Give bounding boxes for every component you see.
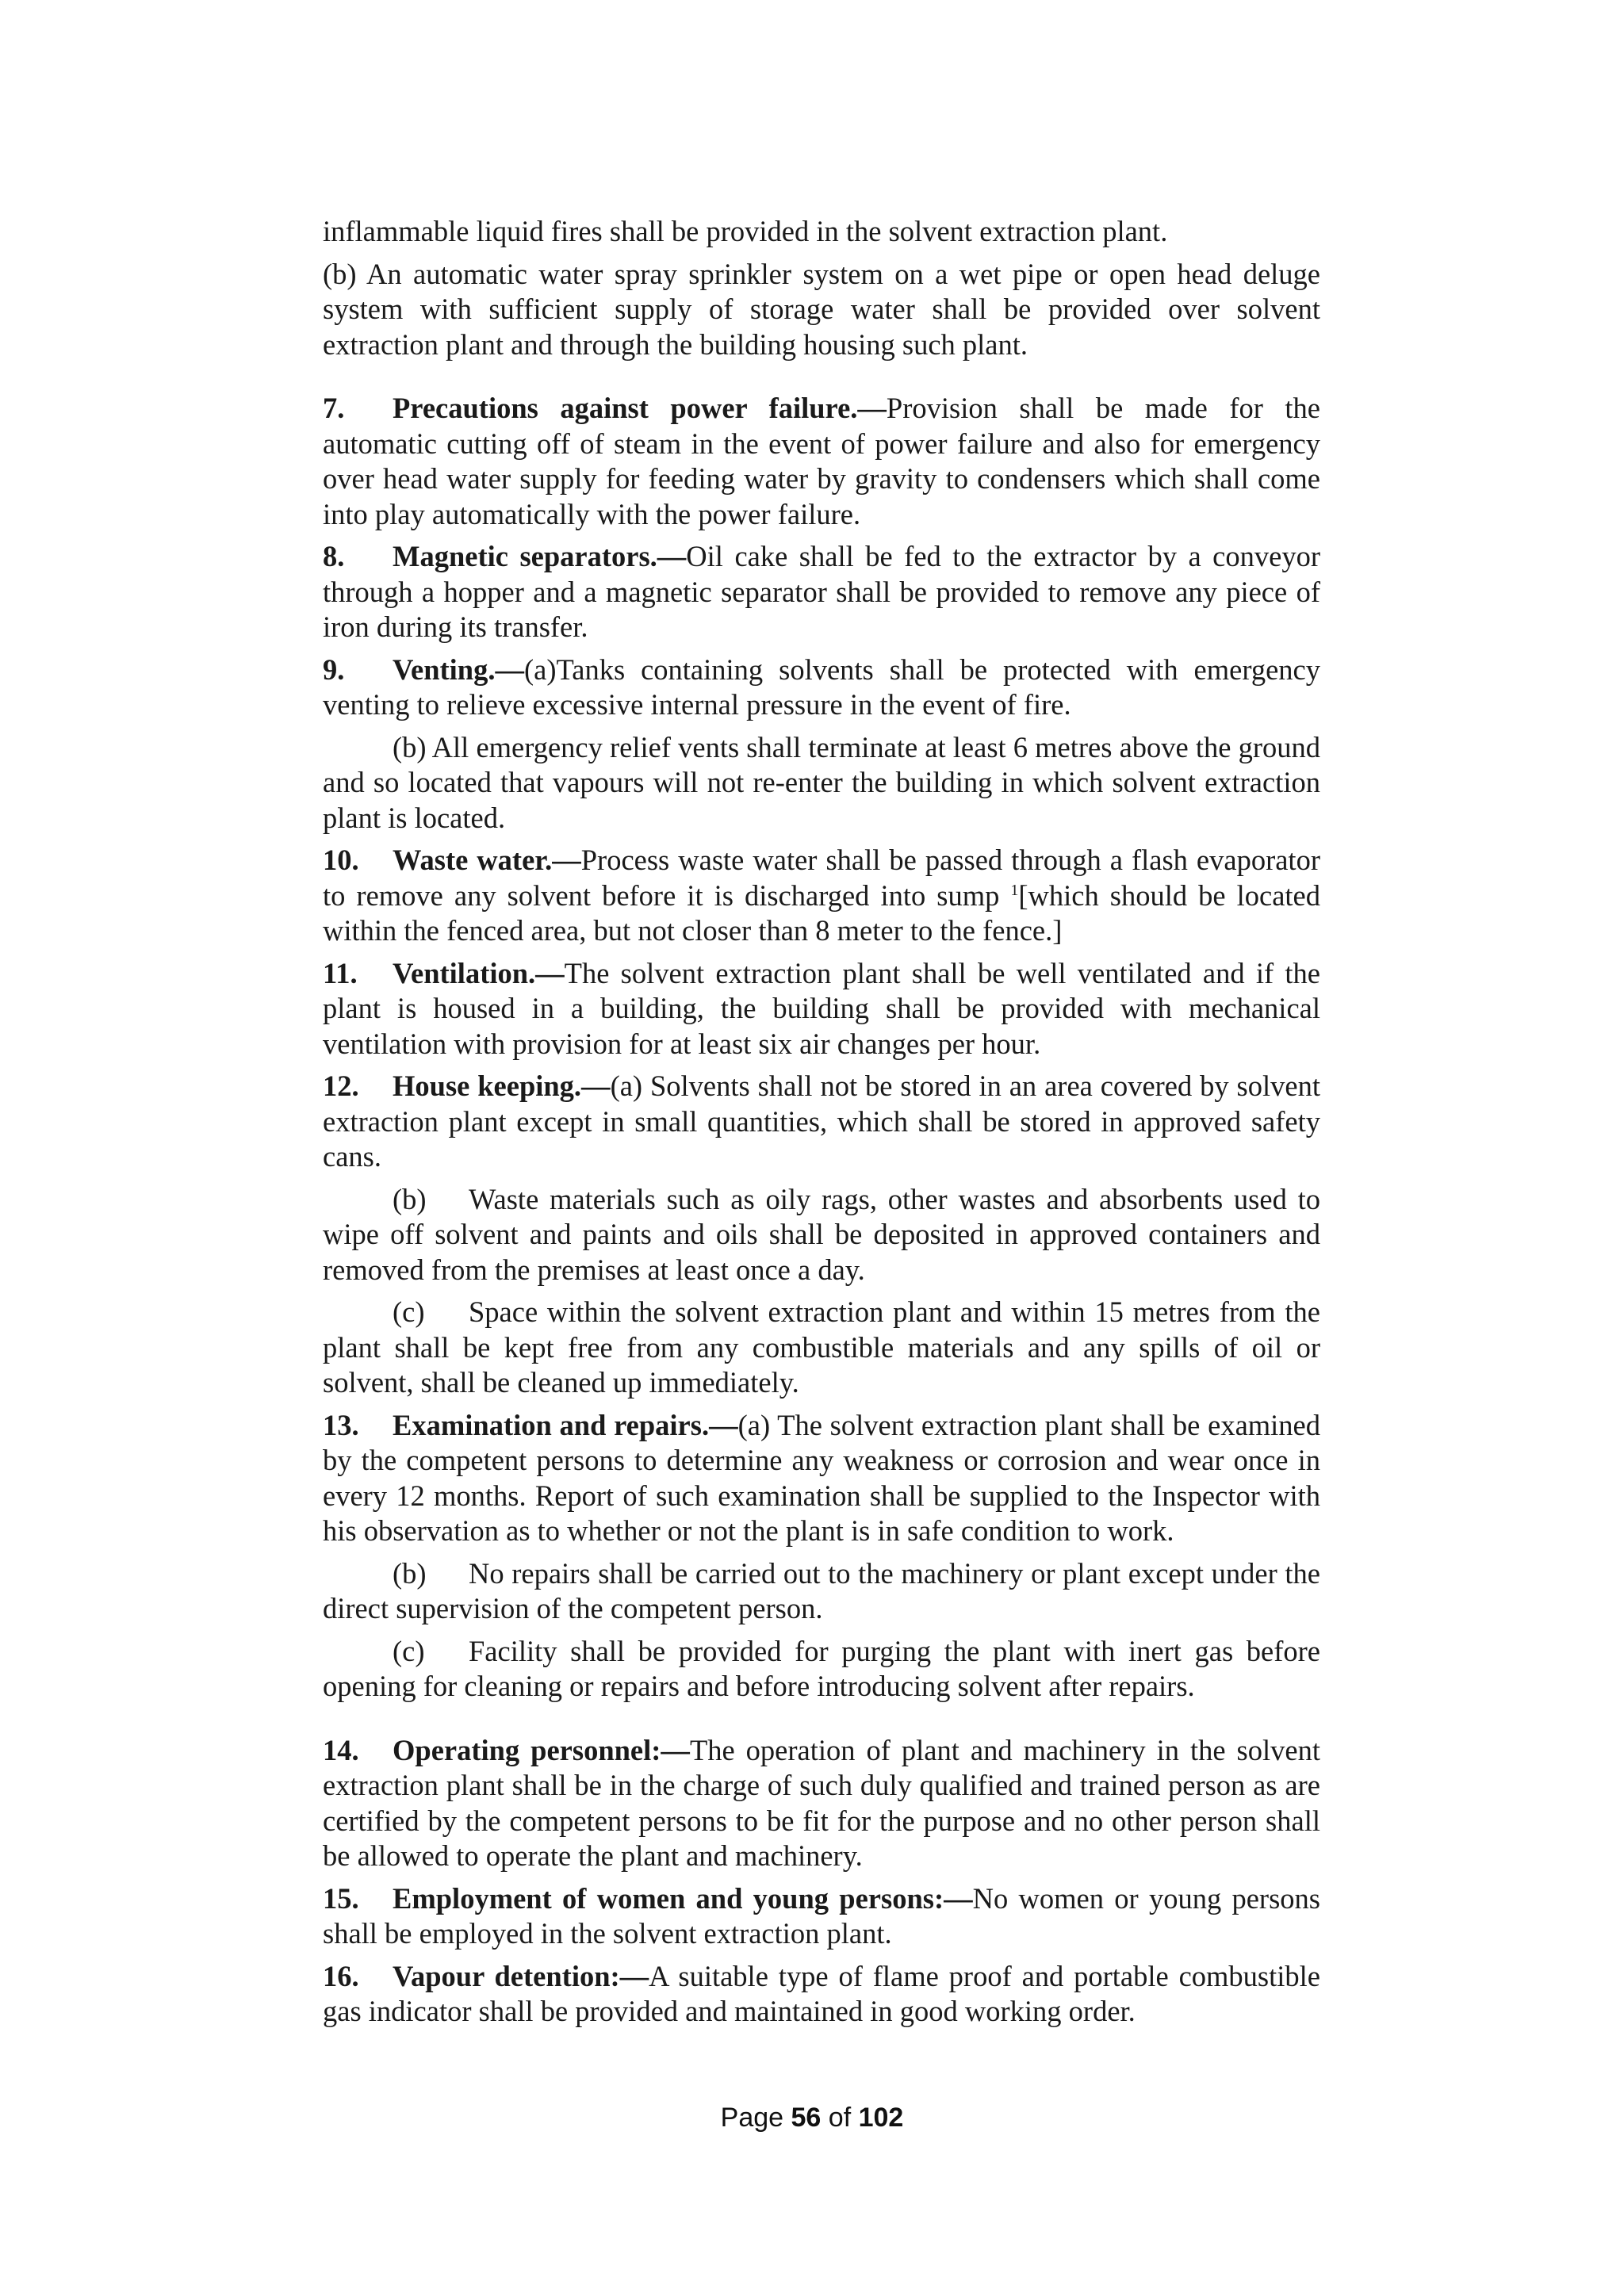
paragraph-sprinkler: (b) An automatic water spray sprinkler system on a wet pipe or open head deluge system with sufficient supply of storage water shall be provided over solvent extraction plant and through the building housing such plant. bbox=[323, 257, 1320, 361]
section-number: 9. bbox=[323, 652, 345, 686]
section-number: 16. bbox=[323, 1959, 359, 1992]
page-current: 56 bbox=[791, 2103, 822, 2133]
section-heading: Operating personnel:— bbox=[393, 1733, 690, 1766]
page-separator: of bbox=[821, 2103, 859, 2133]
section-14 bbox=[323, 1733, 1320, 1874]
section-11 bbox=[323, 956, 1320, 1062]
section-13-b bbox=[323, 1556, 1320, 1627]
footnote-marker: 1 bbox=[1010, 881, 1019, 899]
section-heading: Precautions against power failure.— bbox=[393, 392, 887, 424]
section-15 bbox=[323, 1881, 1320, 1952]
section-text: Provision shall be made for the automatic cutting off of steam in the event of power failure and also for emergency over head water supply for feeding water by gravity to condensers which shall come into play automatically with the power failure. bbox=[323, 392, 1320, 530]
clause-label: (b) bbox=[393, 1556, 427, 1590]
section-text-amended: [which should be located within the fenced area, but not closer than 8 meter to the fence.] bbox=[323, 878, 1320, 947]
section-8 bbox=[323, 539, 1320, 645]
section-16 bbox=[323, 1959, 1320, 2030]
section-text: (a) Solvents shall not be stored in an area covered by solvent extraction plant except in small quantities, which shall be stored in approved safety cans. bbox=[323, 1070, 1320, 1173]
section-heading: Waste water.— bbox=[393, 844, 581, 876]
section-9 bbox=[323, 652, 1320, 723]
section-number: 7. bbox=[323, 392, 345, 424]
section-number: 14. bbox=[323, 1733, 359, 1766]
clause-text: Space within the solvent extraction plant and within 15 metres from the plant shall be kept free from any combustible materials and any spills of oil or solvent, shall be cleaned up immediately. bbox=[323, 1295, 1320, 1399]
clause-text: No repairs shall be carried out to the machinery or plant except under the direct supervision of the competent person. bbox=[323, 1556, 1320, 1624]
page-label: Page bbox=[720, 2103, 791, 2133]
section-number: 11. bbox=[323, 956, 358, 989]
page-total: 102 bbox=[858, 2103, 904, 2133]
section-text: (a)Tanks containing solvents shall be protected with emergency venting to relieve excessive internal pressure in the event of fire. bbox=[323, 652, 1320, 721]
section-heading: Employment of women and young persons:— bbox=[393, 1881, 973, 1915]
clause-label: (c) bbox=[393, 1634, 425, 1667]
document-body bbox=[323, 214, 1320, 2030]
section-text: No women or young persons shall be employed in the solvent extraction plant. bbox=[323, 1881, 1320, 1950]
section-text: (a) The solvent extraction plant shall be examined by the competent persons to determine any weakness or corrosion and wear once in every 12 months. Report of such examination shall be supplied to the Inspector with his observation as to whether or not the plant is in safe condition to work. bbox=[323, 1408, 1320, 1547]
section-text: Process waste water shall be passed through a flash evaporator to remove any solvent before it is discharged into sump bbox=[323, 844, 1320, 912]
section-heading: Vapour detention:— bbox=[393, 1959, 649, 1992]
section-text: The solvent extraction plant shall be well ventilated and if the plant is housed in a building, the building shall be provided with mechanical ventilation with provision for at least six air changes per hour. bbox=[323, 956, 1320, 1060]
section-number: 13. bbox=[323, 1408, 359, 1441]
section-number: 8. bbox=[323, 540, 345, 572]
page-footer bbox=[0, 2103, 1624, 2133]
section-12-b bbox=[323, 1182, 1320, 1288]
section-text: Oil cake shall be fed to the extractor by a conveyor through a hopper and a magnetic separator shall be provided to remove any piece of iron during its transfer. bbox=[323, 540, 1320, 643]
section-12-c bbox=[323, 1295, 1320, 1401]
clause-label: (b) bbox=[393, 1182, 427, 1215]
paragraph-continuation: inflammable liquid fires shall be provided in the solvent extraction plant. bbox=[323, 215, 1168, 247]
section-13 bbox=[323, 1408, 1320, 1549]
section-12 bbox=[323, 1069, 1320, 1175]
section-text: A suitable type of flame proof and portable combustible gas indicator shall be provided and maintained in good working order. bbox=[323, 1959, 1320, 2027]
section-heading: House keeping.— bbox=[393, 1070, 611, 1102]
clause-label: (c) bbox=[393, 1295, 425, 1328]
clause-text: Facility shall be provided for purging the plant with inert gas before opening for cleaning or repairs and before introducing solvent after repairs. bbox=[323, 1634, 1320, 1702]
section-9-b: (b) All emergency relief vents shall terminate at least 6 metres above the ground and so located that vapours will not re-enter the building in which solvent extraction plant is located. bbox=[323, 730, 1320, 834]
section-heading: Ventilation.— bbox=[393, 956, 565, 989]
section-13-c bbox=[323, 1634, 1320, 1705]
section-7 bbox=[323, 391, 1320, 532]
section-number: 10. bbox=[323, 844, 359, 876]
section-number: 12. bbox=[323, 1070, 359, 1102]
clause-text: Waste materials such as oily rags, other wastes and absorbents used to wipe off solvent and paints and oils shall be deposited in approved containers and removed from the premises at least once a day. bbox=[323, 1182, 1320, 1286]
section-10 bbox=[323, 843, 1320, 949]
section-heading: Magnetic separators.— bbox=[393, 540, 687, 572]
section-heading: Examination and repairs.— bbox=[393, 1408, 738, 1441]
section-number: 15. bbox=[323, 1881, 359, 1915]
section-heading: Venting.— bbox=[393, 652, 524, 686]
section-text: The operation of plant and machinery in the solvent extraction plant shall be in the charge of such duly qualified and trained person as are certified by the competent persons to be fit for the purpose and no other person shall be allowed to operate the plant and machinery. bbox=[323, 1733, 1320, 1872]
